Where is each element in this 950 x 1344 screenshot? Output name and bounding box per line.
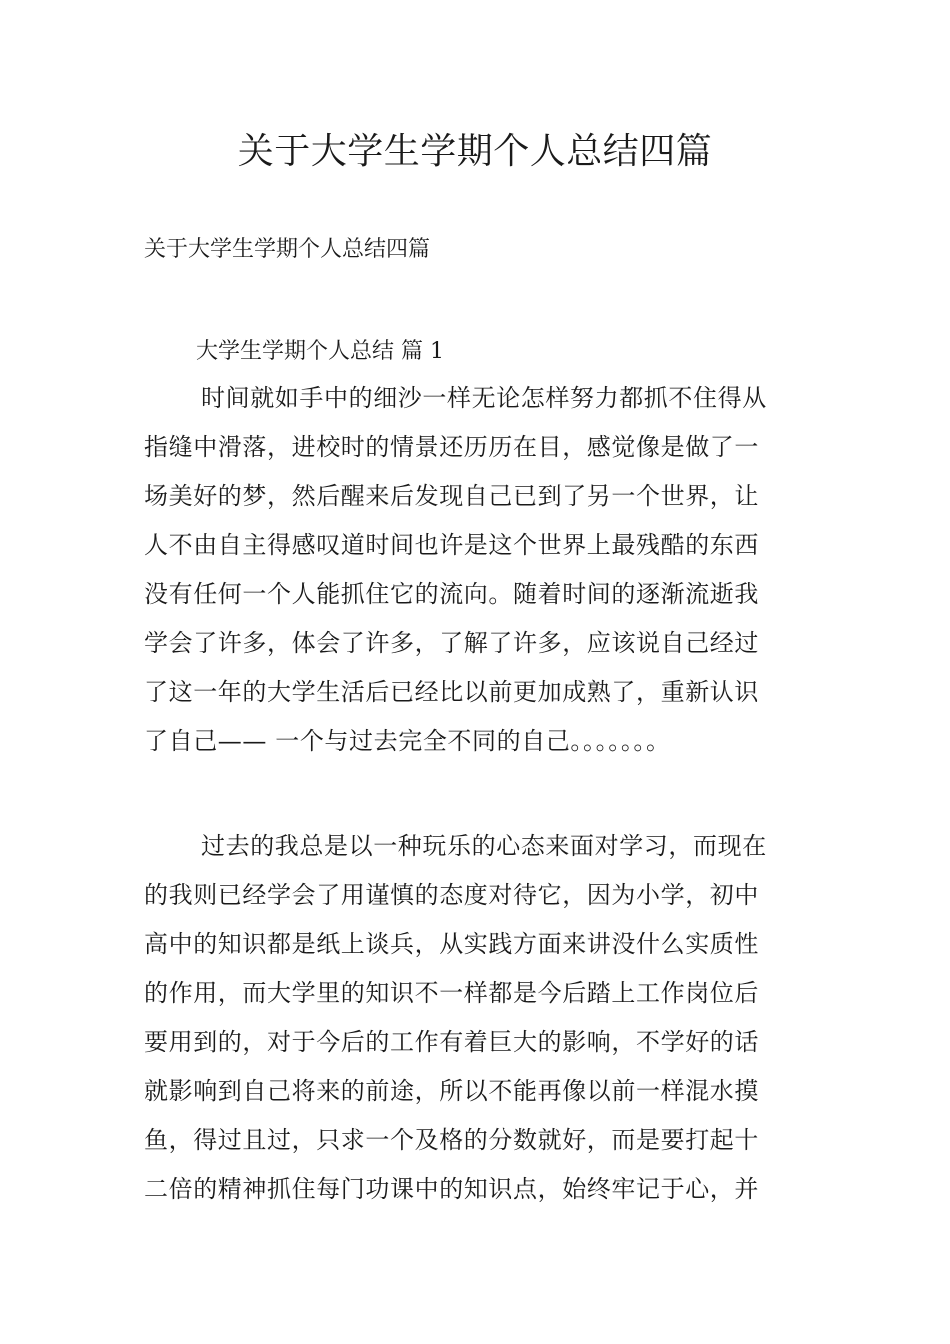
paragraph-line: 要用到的，对于今后的工作有着巨大的影响，不学好的话 <box>144 1028 759 1056</box>
document-subtitle: 关于大学生学期个人总结四篇 <box>144 237 431 262</box>
paragraph-line: 的作用，而大学里的知识不一样都是今后踏上工作岗位后 <box>144 979 759 1007</box>
paragraph-line: 学会了许多，体会了许多，了解了许多，应该说自己经过 <box>144 629 759 657</box>
paragraph-line: 的我则已经学会了用谨慎的态度对待它，因为小学，初中 <box>144 881 759 909</box>
paragraph-line: 高中的知识都是纸上谈兵，从实践方面来讲没什么实质性 <box>144 930 759 958</box>
paragraph-line: 没有任何一个人能抓住它的流向。随着时间的逐渐流逝我 <box>144 580 759 608</box>
section-heading: 大学生学期个人总结 篇 1 <box>196 339 444 364</box>
paragraph-line: 过去的我总是以一种玩乐的心态来面对学习，而现在 <box>201 832 767 860</box>
document-title: 关于大学生学期个人总结四篇 <box>237 131 713 172</box>
paragraph-line: 场美好的梦，然后醒来后发现自己已到了另一个世界，让 <box>144 482 759 510</box>
paragraph-line: 人不由自主得感叹道时间也许是这个世界上最残酷的东西 <box>144 531 759 559</box>
paragraph-line: 时间就如手中的细沙一样无论怎样努力都抓不住得从 <box>201 384 767 412</box>
paragraph-line: 就影响到自己将来的前途，所以不能再像以前一样混水摸 <box>144 1077 759 1105</box>
paragraph-line: 了这一年的大学生活后已经比以前更加成熟了，重新认识 <box>144 678 759 706</box>
paragraph-line: 了自己—— 一个与过去完全不同的自己。。。。。。。 <box>144 727 671 755</box>
paragraph-line: 指缝中滑落，进校时的情景还历历在目，感觉像是做了一 <box>144 433 759 461</box>
paragraph-line: 鱼，得过且过，只求一个及格的分数就好，而是要打起十 <box>144 1126 759 1154</box>
paragraph-line: 二倍的精神抓住每门功课中的知识点，始终牢记于心，并 <box>144 1175 759 1203</box>
paragraph-2 <box>144 822 806 1214</box>
paragraph-1 <box>144 374 806 766</box>
